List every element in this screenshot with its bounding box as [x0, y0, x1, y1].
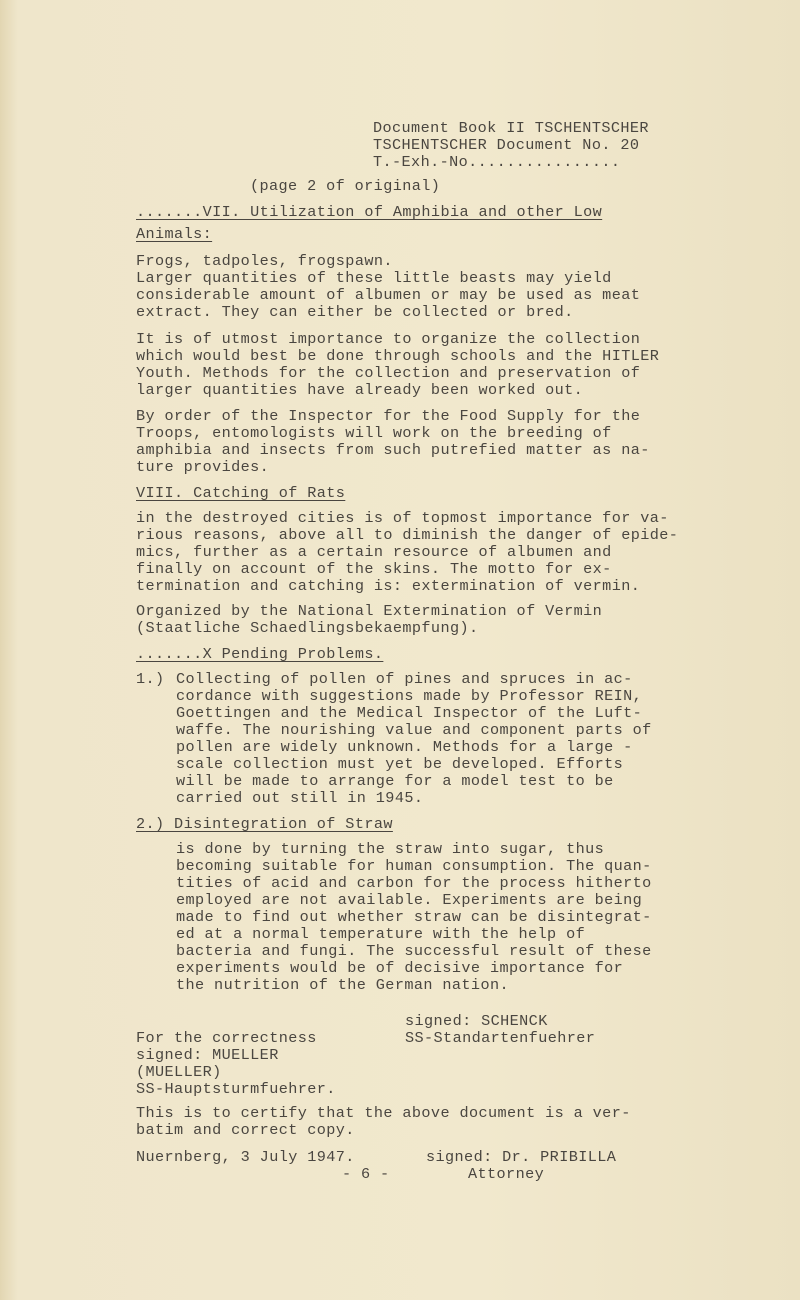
mueller-rank: SS-Hauptsturmfuehrer.: [136, 1080, 336, 1098]
item-1-line: cordance with suggestions made by Professor REIN,: [176, 687, 643, 705]
section-7-p1-line: considerable amount of albumen or may be used as meat: [136, 286, 641, 304]
header-exhibit-number: T.-Exh.-No................: [373, 153, 621, 171]
signed-mueller: signed: MUELLER: [136, 1046, 279, 1064]
page-reference: (page 2 of original): [250, 177, 441, 195]
section-7-p3-line: Troops, entomologists will work on the breeding of: [136, 424, 612, 442]
item-2-line: experiments would be of decisive importance for: [176, 959, 624, 977]
place-date: Nuernberg, 3 July 1947.: [136, 1148, 355, 1166]
section-7-p2-line: which would best be done through schools and the HITLER: [136, 347, 660, 365]
section-7-p2-line: It is of utmost importance to organize the collection: [136, 330, 641, 348]
item-2-line: the nutrition of the German nation.: [176, 976, 509, 994]
section-8-p2-line: Organized by the National Extermination of Vermin: [136, 602, 603, 620]
item-2-heading: 2.) Disintegration of Straw: [136, 815, 393, 833]
item-2-line: becoming suitable for human consumption. The quan-: [176, 857, 652, 875]
section-8-p1-line: mics, further as a certain resource of albumen and: [136, 543, 612, 561]
section-7-heading: .......VII. Utilization of Amphibia and other Low: [136, 203, 603, 221]
signed-schenck: signed: SCHENCK: [405, 1012, 548, 1030]
section-8-heading: VIII. Catching of Rats: [136, 484, 346, 502]
section-7-p3-line: amphibia and insects from such putrefied matter as na-: [136, 441, 650, 459]
item-1-line: Goettingen and the Medical Inspector of the Luft-: [176, 704, 643, 722]
item-1-line: will be made to arrange for a model test to be: [176, 772, 614, 790]
item-1-number: 1.): [136, 670, 165, 688]
section-8-p1-line: in the destroyed cities is of topmost importance for va-: [136, 509, 669, 527]
item-2-line: employed are not available. Experiments are being: [176, 891, 643, 909]
section-7-heading-cont: Animals:: [136, 225, 213, 243]
section-7-p3-line: By order of the Inspector for the Food Supply for the: [136, 407, 641, 425]
page-number: - 6 -: [342, 1165, 390, 1183]
header-document-number: TSCHENTSCHER Document No. 20: [373, 136, 640, 154]
item-2-line: ed at a normal temperature with the help of: [176, 925, 586, 943]
certification-line: batim and correct copy.: [136, 1121, 355, 1139]
header-document-book: Document Book II TSCHENTSCHER: [373, 119, 649, 137]
section-10-heading: .......X Pending Problems.: [136, 645, 384, 663]
section-7-p1-line: Larger quantities of these little beasts may yield: [136, 269, 612, 287]
schenck-rank: SS-Standartenfuehrer: [405, 1029, 596, 1047]
section-7-p1-line: extract. They can either be collected or bred.: [136, 303, 574, 321]
item-2-line: made to find out whether straw can be disintegrat-: [176, 908, 652, 926]
item-1-line: carried out still in 1945.: [176, 789, 424, 807]
section-7-p2-line: larger quantities have already been worked out.: [136, 381, 584, 399]
item-1-line: pollen are widely unknown. Methods for a large -: [176, 738, 633, 756]
for-the-correctness: For the correctness: [136, 1029, 317, 1047]
item-1-line: waffe. The nourishing value and component parts of: [176, 721, 652, 739]
item-2-line: bacteria and fungi. The successful result of these: [176, 942, 652, 960]
signed-attorney: signed: Dr. PRIBILLA: [426, 1148, 617, 1166]
section-8-p1-line: rious reasons, above all to diminish the danger of epide-: [136, 526, 679, 544]
item-1-line: scale collection must yet be developed. Efforts: [176, 755, 624, 773]
mueller-name: (MUELLER): [136, 1063, 222, 1081]
section-8-p1-line: termination and catching is: extermination of vermin.: [136, 577, 641, 595]
section-7-p1-line: Frogs, tadpoles, frogspawn.: [136, 252, 393, 270]
section-7-p2-line: Youth. Methods for the collection and preservation of: [136, 364, 641, 382]
section-8-p2-line: (Staatliche Schaedlingsbekaempfung).: [136, 619, 479, 637]
item-2-line: is done by turning the straw into sugar, thus: [176, 840, 605, 858]
section-7-p3-line: ture provides.: [136, 458, 270, 476]
item-1-line: Collecting of pollen of pines and spruces in ac-: [176, 670, 633, 688]
section-8-p1-line: finally on account of the skins. The motto for ex-: [136, 560, 612, 578]
certification-line: This is to certify that the above document is a ver-: [136, 1104, 631, 1122]
attorney-title: Attorney: [468, 1165, 545, 1183]
item-2-line: tities of acid and carbon for the process hitherto: [176, 874, 652, 892]
